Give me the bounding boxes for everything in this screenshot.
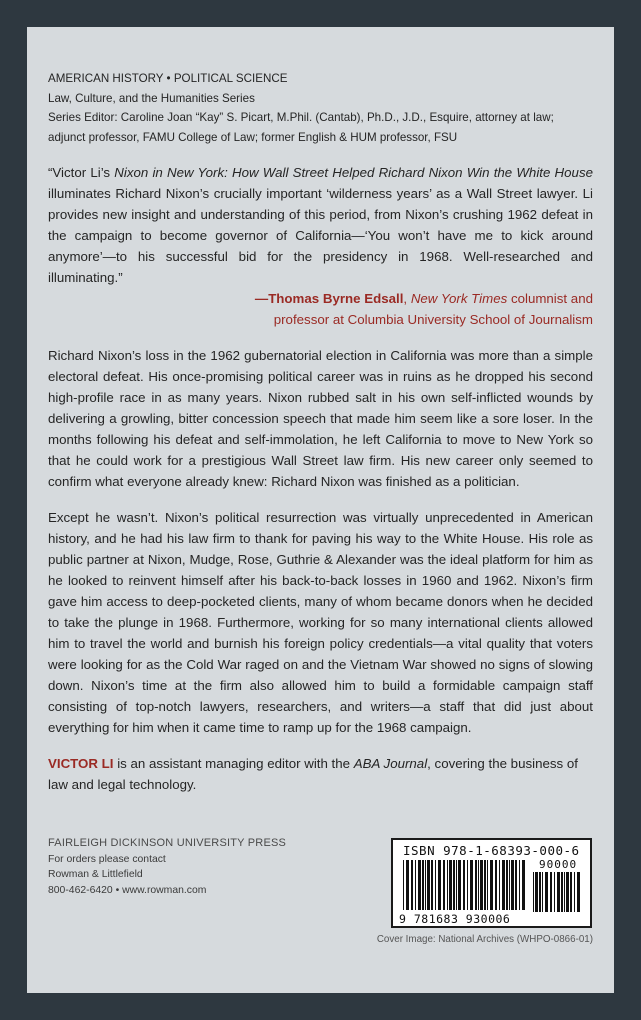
- barcode-bar: [550, 872, 552, 912]
- barcode-bar: [456, 860, 457, 910]
- barcode-bar: [411, 860, 413, 910]
- barcode-bar: [519, 860, 520, 910]
- barcode-bar: [570, 872, 572, 912]
- book-title: Nixon in New York: How Wall Street Helped Richard Nixon Win the White House: [114, 165, 593, 181]
- series-editor-line: Series Editor: Caroline Joan “Kay” S. Picart, M.Phil. (Cantab), Ph.D., J.D., Esquire, attorney at law;: [48, 111, 554, 125]
- back-cover: [27, 27, 614, 993]
- barcode-bar: [554, 872, 555, 912]
- barcode-bar: [453, 860, 455, 910]
- addon-number: 90000: [539, 858, 578, 871]
- attribution-sep: ,: [403, 291, 411, 307]
- barcode-bar: [509, 860, 510, 910]
- quote-open: “Victor Li’s: [48, 165, 115, 181]
- barcode-bar: [539, 872, 541, 912]
- barcode-bar: [447, 860, 448, 910]
- barcode-bar: [533, 872, 534, 912]
- barcode-bar: [415, 860, 416, 910]
- series-editor-affiliation: adjunct professor, FAMU College of Law; former English & HUM professor, FSU: [48, 130, 458, 144]
- barcode-bar: [545, 872, 548, 912]
- ean-number: 9 781683 930006: [399, 912, 511, 926]
- attribution-role-2: professor at Columbia University School of Journalism: [273, 312, 593, 328]
- attribution-role: columnist and: [507, 291, 593, 307]
- author-name: VICTOR LI: [48, 756, 114, 772]
- barcode-bar: [438, 860, 441, 910]
- attribution-paper: New York Times: [410, 291, 508, 307]
- barcode-bar: [490, 860, 493, 910]
- quote-body: illuminates Richard Nixon’s crucially important ‘wilderness years’ as a Wall Street lawyer. Li provides new insight and understanding of this period, from Nixon’s crushing 1962 defeat in the campaign to become governor of California—‘You won’t have me to kick around anymore’—to his successful bid for the presidency in 1968. Well-researched and illuminating.”: [48, 186, 593, 286]
- isbn-text: ISBN 978-1-68393-000-6: [403, 843, 580, 858]
- series-line: Law, Culture, and the Humanities Series: [48, 91, 255, 105]
- barcode-bar: [542, 872, 543, 912]
- barcode-bar: [422, 860, 424, 910]
- barcode-bar: [499, 860, 500, 910]
- barcode-bar: [478, 860, 479, 910]
- barcode-bar: [535, 872, 538, 912]
- bio-text-1: is an assistant managing editor with the: [113, 756, 354, 772]
- barcode-bar: [561, 872, 563, 912]
- description-paragraph-2: Except he wasn’t. Nixon’s political resurrection was virtually unprecedented in American history, and he had his law firm to thank for paving his way to the White House. His role as public partner at Nixon, Mudge, Rose, Guthrie & Alexander was the ideal platform for him as he looked to reinvent himself after his back-to-back losses in 1960 and 1962. Nixon’s firm gave him access to deep-pocketed clients, many of whom became donors when he decided to take the plunge in 1968. Furthermore, working for so many international clients allowed him to travel the world and burnish his foreign policy credentials—a vital quality that voters were looking for as the Cold War raged on and the Vietnam War showed no signs of slowing down. Nixon’s time at the firm also allowed him to build a formidable campaign staff consisting of top-notch lawyers, researchers, and writers—a staff that did just about everything for him when it came time to ramp up for the 1968 campaign.: [48, 510, 593, 736]
- author-bio: [48, 753, 593, 795]
- barcode-bar: [502, 860, 505, 910]
- barcode-bar: [566, 872, 569, 912]
- barcode-bar: [403, 860, 404, 910]
- barcode-bar: [522, 860, 525, 910]
- barcode-bar: [564, 872, 565, 912]
- orders-line: For orders please contact: [48, 853, 166, 865]
- barcode-bar: [506, 860, 508, 910]
- description-paragraph-1: Richard Nixon’s loss in the 1962 gubernatorial election in California was more than a simple electoral defeat. His once-promising political career was in ruins as he dropped his second high-profile race in as many years. Nixon rubbed salt in his own self-inflicted wounds by delivering a growling, bitter concession speech that made him seem like a sore loser. In the months following his defeat and self-immolation, he left California to move to New York so that he could work for a prestigious Wall Street law firm. His new career only seemed to confirm what everyone already knew: Richard Nixon was finished as a politician.: [48, 348, 593, 490]
- barcode-bar: [511, 860, 514, 910]
- contact-line: 800-462-6420 • www.rowman.com: [48, 884, 207, 896]
- attribution-name: —Thomas Byrne Edsall: [254, 291, 404, 307]
- barcode-bar: [458, 860, 461, 910]
- barcode-bar: [418, 860, 421, 910]
- barcode-bar: [557, 872, 560, 912]
- barcode-bar: [574, 872, 575, 912]
- cover-image-credit: Cover Image: National Archives (WHPO-0866-01): [376, 934, 593, 945]
- quote-attribution: [48, 288, 593, 330]
- barcode-bar: [435, 860, 436, 910]
- bio-journal: ABA Journal: [353, 756, 428, 772]
- publisher-block: [48, 836, 286, 898]
- header-block: [48, 69, 593, 147]
- barcode-bar: [406, 860, 409, 910]
- endorsement-quote: [48, 162, 593, 330]
- barcode-bar: [475, 860, 477, 910]
- publisher-name: FAIRLEIGH DICKINSON UNIVERSITY PRESS: [48, 837, 287, 849]
- barcode-bar: [425, 860, 426, 910]
- distributor-line: Rowman & Littlefield: [48, 869, 143, 881]
- barcode-bar: [467, 860, 468, 910]
- barcode-box: [391, 838, 592, 928]
- barcode-bar: [487, 860, 488, 910]
- barcode-bar: [515, 860, 517, 910]
- barcode-bar: [431, 860, 433, 910]
- barcode-bar: [495, 860, 497, 910]
- barcode-bar: [427, 860, 430, 910]
- category-line: AMERICAN HISTORY • POLITICAL SCIENCE: [48, 72, 288, 85]
- ean-barcode: [403, 860, 527, 910]
- barcode-bar: [577, 872, 580, 912]
- addon-barcode: [533, 872, 583, 912]
- barcode-bar: [484, 860, 486, 910]
- barcode-bar: [470, 860, 473, 910]
- barcode-bar: [443, 860, 445, 910]
- barcode-bar: [480, 860, 483, 910]
- barcode-bar: [449, 860, 452, 910]
- bio-text-2: , covering the business of law and legal technology.: [48, 756, 578, 793]
- barcode-bar: [463, 860, 465, 910]
